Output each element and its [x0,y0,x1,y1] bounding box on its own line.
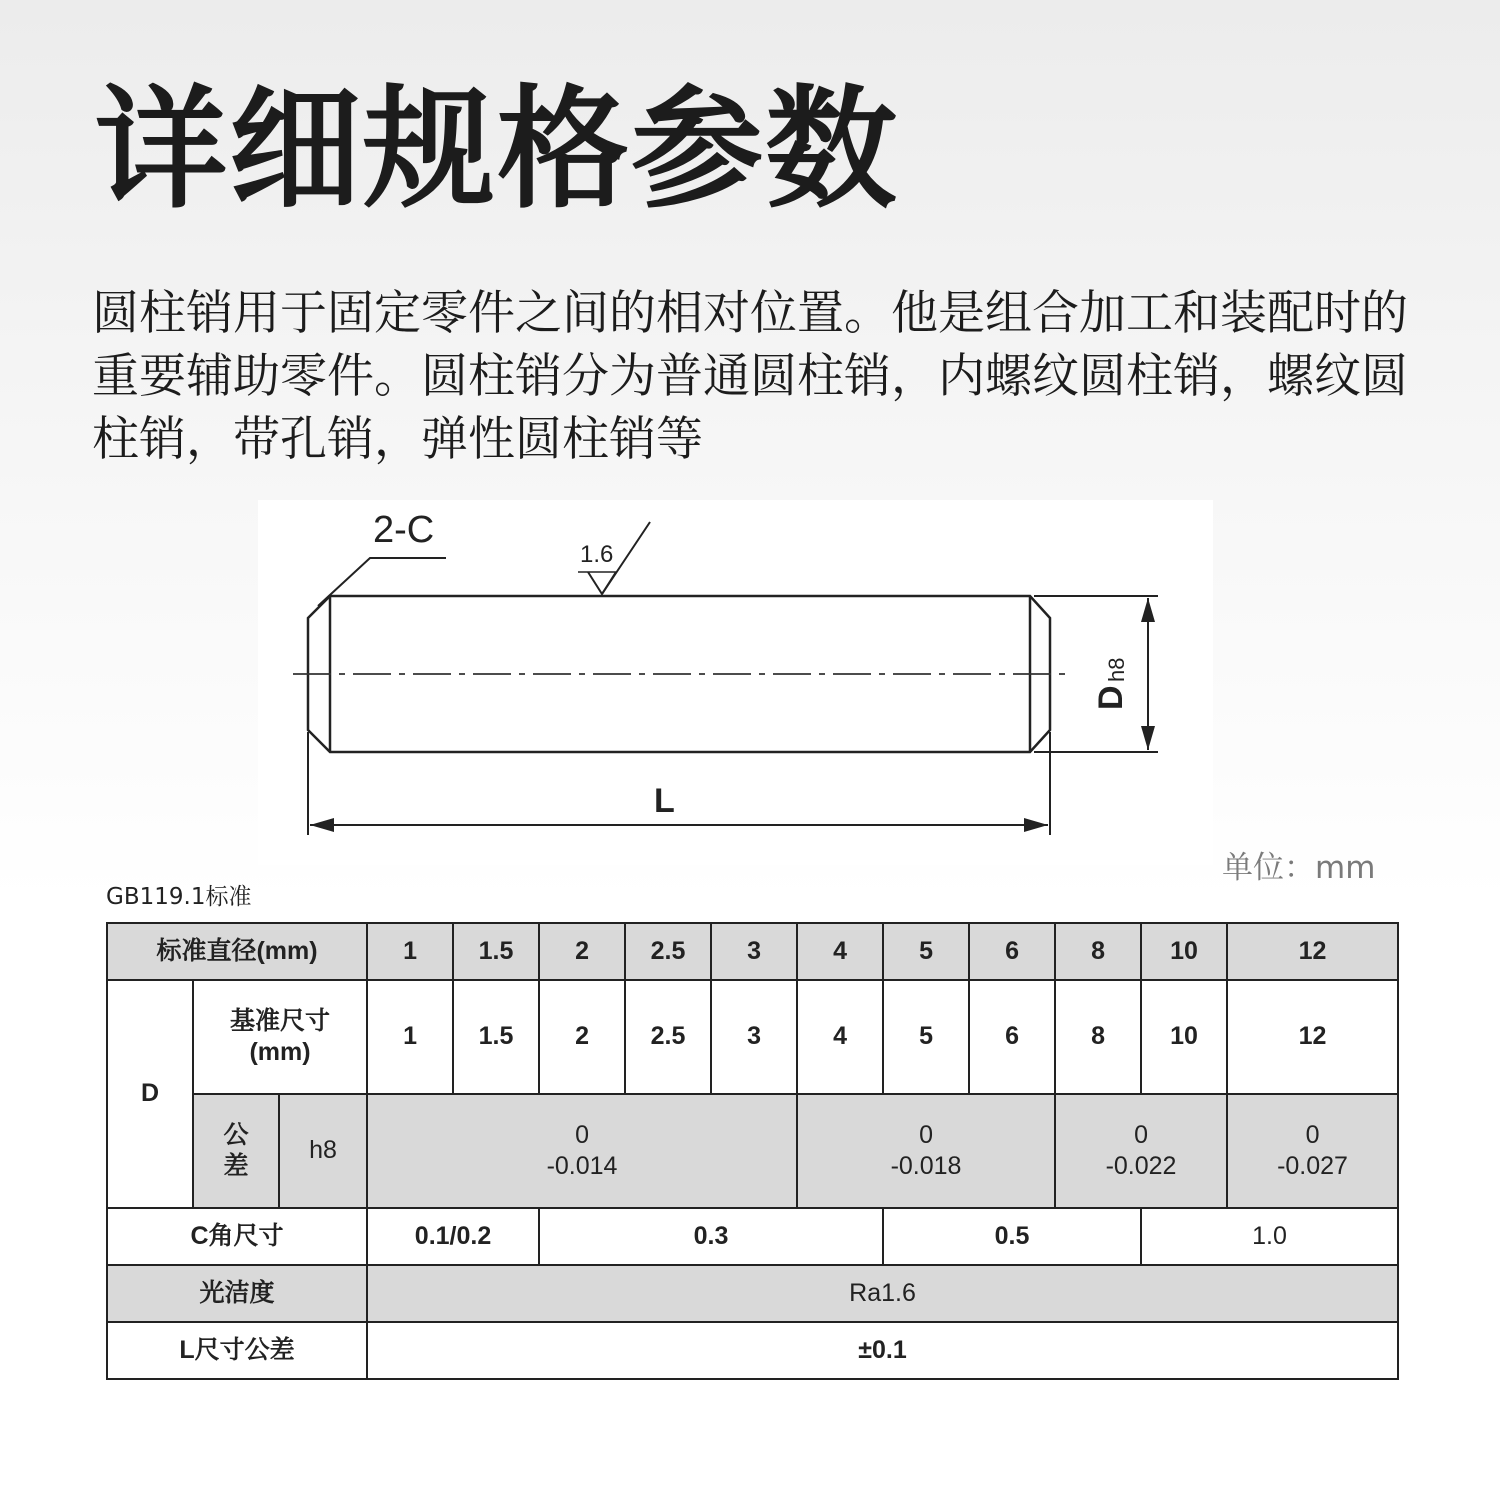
chamfer-label: 2-C [373,509,435,551]
tolerance-grade: h8 [279,1094,367,1208]
c-value-cell: 0.1/0.2 [367,1208,539,1265]
basic-size-label-line2: (mm) [249,1038,311,1066]
diameter-cell: 1.5 [453,923,539,980]
tolerance-row [107,1094,1398,1208]
diameter-cell: 6 [969,923,1055,980]
basic-size-cell: 3 [711,980,797,1094]
tolerance-upper: 0 [1305,1120,1320,1149]
roughness-symbol [588,572,616,594]
tolerance-upper: 0 [575,1120,589,1149]
basic-size-cell: 5 [883,980,969,1094]
basic-size-row [107,980,1398,1094]
chamfer-leader [318,558,446,606]
basic-size-cell: 2 [539,980,625,1094]
tolerance-cell [367,1094,797,1208]
basic-size-cell: 12 [1227,980,1398,1094]
page-title: 详细规格参数 [95,73,899,227]
basic-size-cell: 6 [969,980,1055,1094]
length-label: L [654,782,675,820]
basic-size-cell: 8 [1055,980,1141,1094]
basic-size-label-line1: 基准尺寸 [230,1006,331,1035]
finish-row [107,1265,1398,1322]
finish-label: 光洁度 [107,1265,367,1322]
diameter-cell: 1 [367,923,453,980]
diameter-cell: 5 [883,923,969,980]
basic-size-cell: 1 [367,980,453,1094]
tolerance-lower: -0.022 [1105,1152,1177,1180]
basic-size-cell: 4 [797,980,883,1094]
header-label: 标准直径(mm) [107,923,367,980]
tolerance-upper: 0 [1134,1120,1148,1149]
tolerance-lower: -0.027 [1277,1152,1348,1180]
diameter-cell: 8 [1055,923,1141,980]
tolerance-lower: -0.018 [890,1152,962,1180]
basic-size-label [193,980,367,1094]
finish-value: Ra1.6 [367,1265,1398,1322]
l-tolerance-row [107,1322,1398,1379]
diameter-tolerance-label: h8 [1104,657,1129,682]
c-value-cell: 0.5 [883,1208,1141,1265]
tolerance-upper: 0 [919,1120,933,1149]
l-tol-value: ±0.1 [367,1322,1398,1379]
basic-size-cell: 2.5 [625,980,711,1094]
pin-drawing [258,500,1213,865]
chamfer-row [107,1208,1398,1265]
table-header-row [107,923,1398,980]
c-label: C角尺寸 [107,1208,367,1265]
l-tol-label: L尺寸公差 [107,1322,367,1379]
tolerance-label-line2: 差 [223,1152,249,1180]
tolerance-cell [1055,1094,1227,1208]
diameter-cell: 10 [1141,923,1227,980]
pin-drawing-svg [258,500,1213,865]
diameter-cell: 2.5 [625,923,711,980]
spec-table [106,922,1399,1380]
c-value-cell: 1.0 [1141,1208,1398,1265]
standard-label: GB119.1标准 [106,884,252,910]
roughness-label: 1.6 [580,541,614,568]
product-description: 圆柱销用于固定零件之间的相对位置。他是组合加工和装配时的重要辅助零件。圆柱销分为普通圆柱销，内螺纹圆柱销，螺纹圆柱销，带孔销，弹性圆柱销等 [92,286,1408,467]
basic-size-cell: 1.5 [453,980,539,1094]
diameter-cell: 3 [711,923,797,980]
d-label: D [107,980,193,1208]
basic-size-cell: 10 [1141,980,1227,1094]
tolerance-label-line1: 公 [223,1120,249,1149]
tolerance-cell [797,1094,1055,1208]
c-value-cell: 0.3 [539,1208,883,1265]
tolerance-lower: -0.014 [546,1152,618,1180]
diameter-label: D [1092,685,1130,710]
unit-label: 单位：mm [1222,850,1376,886]
diameter-cell: 12 [1227,923,1398,980]
diameter-cell: 4 [797,923,883,980]
tolerance-cell [1227,1094,1398,1208]
tolerance-label [193,1094,279,1208]
diameter-cell: 2 [539,923,625,980]
